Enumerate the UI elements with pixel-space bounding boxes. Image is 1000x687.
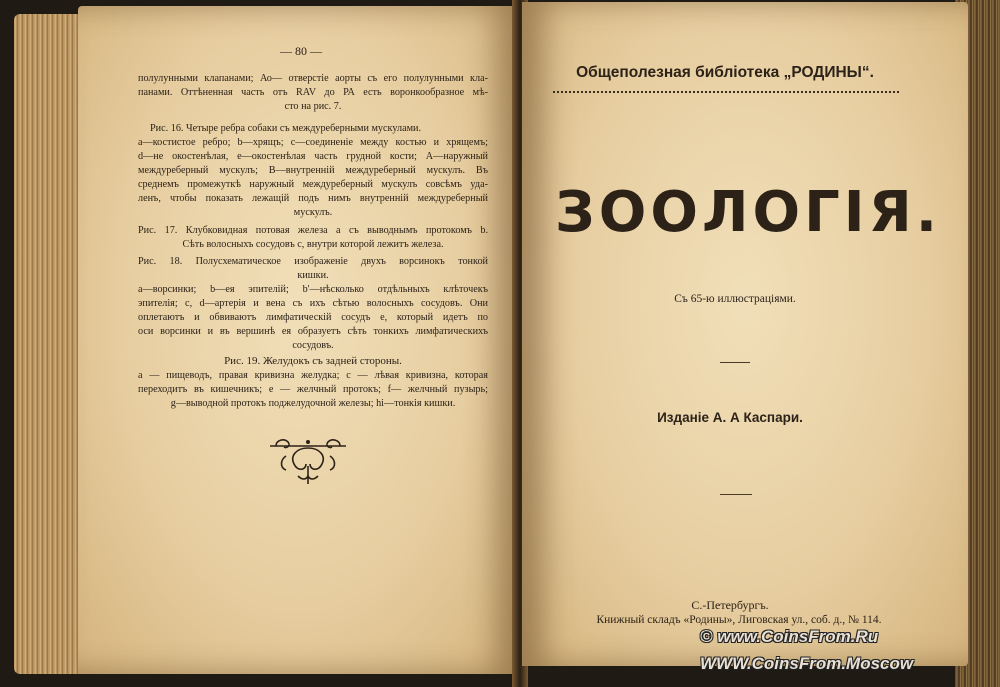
book-title: ЗООЛОГІЯ. <box>555 180 942 245</box>
text-line: мускулъ. <box>293 207 333 218</box>
text-line: оси ворсинки и въ вершинѣ ея образуетъ сѣть тонкихъ лимфатическихъ <box>138 326 488 337</box>
text-line: d—не окостенѣлая, е—окостенѣлая часть грудной кости; А—наружный <box>138 151 488 162</box>
watermark: WWW.CoinsFrom.Moscow <box>700 654 914 673</box>
dotted-rule <box>553 91 899 93</box>
text-line: Сѣть волосныхъ сосудовъ с, внутри которой лежитъ железа. <box>182 239 444 250</box>
right-page <box>522 2 968 666</box>
text-line: междуреберный мускулъ; В—внутренній междуреберный мускулъ. Въ <box>138 165 488 176</box>
text-line: эпителія; с, d—артерія и вена съ ихъ сѣтью волосныхъ сосудовъ. Они <box>138 298 488 309</box>
publisher-edition: Изданіе А. А Каспари. <box>657 410 803 425</box>
subtitle: Съ 65-ю иллюстраціями. <box>674 293 796 305</box>
text-line: g—выводной протокъ поджелудочной железы; hi—тонкія кишки. <box>170 398 456 409</box>
text-line: среднемъ промежуткѣ наружный междуреберный мускулъ совсѣмъ уда- <box>138 179 488 190</box>
ornament-icon <box>266 436 350 488</box>
text-line: полулунными клапанами; Ао— отверстіе аорты съ его полулунными кла- <box>138 73 488 84</box>
caption-heading: Рис. 18. Полусхематическое изображеніе двухъ ворсинокъ тонкой <box>138 256 488 267</box>
text-line: переходитъ въ кишечникъ; е — желчный протокъ; f— желчный пузырь; <box>138 384 488 395</box>
text-line: оплетаютъ и обвиваютъ лимфатическій сосудъ е, который идетъ по <box>138 312 488 323</box>
caption-heading: Рис. 16. Четыре ребра собаки съ междуреберными мускулами. <box>150 123 422 134</box>
text-line: а — пищеводъ, правая кривизна желудка; с — лѣвая кривизна, которая <box>138 370 488 381</box>
page-number: — 80 — <box>280 44 322 58</box>
text-line: сто на рис. 7. <box>284 101 342 112</box>
divider-rule <box>720 494 752 495</box>
text-line: панами. Оттѣненная часть отъ RAV до РА есть воронкообразное мѣ- <box>138 87 488 98</box>
imprint-city: С.-Петербургъ. <box>691 598 769 612</box>
text-line: а—костистое ребро; b—хрящъ; с—соединеніе между костью и хрящемъ; <box>138 137 488 148</box>
text-line: кишки. <box>297 270 329 281</box>
text-line: ленъ, чтобы показать лежащій подъ нимъ внутренній междуреберный <box>138 193 488 204</box>
page-edges-left <box>14 14 84 674</box>
series-heading: Общеполезная библіотека „РОДИНЫ“. <box>576 64 874 81</box>
caption-heading: Рис. 19. Желудокъ съ задней стороны. <box>224 355 402 367</box>
divider-rule <box>720 362 750 363</box>
text-line: а—ворсинки; b—ея эпителій; b'—нѣсколько отдѣльныхъ клѣточекъ <box>138 284 488 295</box>
watermark: © www.CoinsFrom.Ru <box>700 627 879 646</box>
imprint-address: Книжный складъ «Родины», Лиговская ул., соб. д., № 114. <box>596 614 882 626</box>
text-line: сосудовъ. <box>292 340 334 351</box>
caption-heading: Рис. 17. Клубковидная потовая железа а съ выводнымъ протокомъ b. <box>138 225 488 236</box>
